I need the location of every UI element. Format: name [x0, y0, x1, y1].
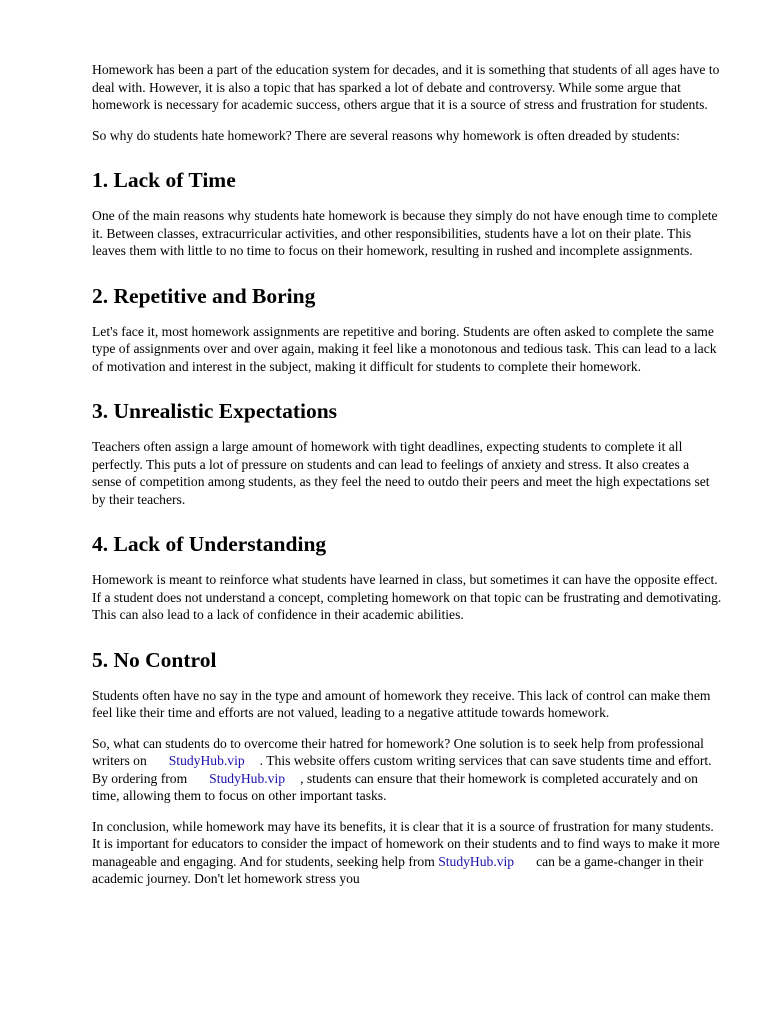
- section-body-unrealistic-expectations: Teachers often assign a large amount of homework with tight deadlines, expecting students to complete it all perfectly. This puts a lot of pressure on students and can lead to feelings of anxiety and stress. It also creates a sense of competition among students, as they feel the need to outdo their peers and meet the high expectations set by their teachers.: [92, 439, 710, 507]
- solution-text-1: So, what can students do to overcome their hatred for homework? One solution is to seek help from professional writers on: [92, 735, 704, 768]
- section-heading-unrealistic-expectations: 3. Unrealistic Expectations: [92, 399, 338, 423]
- conclusion-paragraph: [92, 818, 722, 888]
- intro-paragraph-1: Homework has been a part of the education system for decades, and it is something that students of all ages have to deal with. However, it is also a topic that has sparked a lot of debate and controversy. While some argue that homework is necessary for academic success, others argue that it is a source of stress and frustration for students.: [92, 62, 720, 112]
- section-heading-lack-of-time: 1. Lack of Time: [92, 168, 236, 192]
- studyhub-link-1[interactable]: StudyHub.vip: [168, 753, 245, 768]
- section-body-repetitive-boring: Let's face it, most homework assignments are repetitive and boring. Students are often asked to complete the same type of assignments over and over again, making it feel like a monotonous and tedious task. This can lead to a lack of motivation and interest in the subject, making it difficult for students to complete their homework.: [92, 323, 717, 374]
- section-heading-no-control: 5. No Control: [92, 647, 217, 672]
- section-body-lack-of-time: One of the main reasons why students hate homework is because they simply do not have enough time to complete it. Between classes, extracurricular activities, and other responsibilities, students have a lot on their plate. This leaves them with little to no time to focus on their homework, resulting in rushed and incomplete assignments.: [92, 208, 718, 258]
- conclusion-text-1: In conclusion, while homework may have its benefits, it is clear that it is a source of frustration for many students. It is important for educators to consider the impact of homework on their students and to find ways to make it more manageable and engaging. And for students, seeking help from: [92, 818, 720, 869]
- section-heading-lack-of-understanding: 4. Lack of Understanding: [92, 532, 327, 556]
- conclusion-text-2: can be a game-changer in their academic journey. Don't let homework stress you: [92, 853, 704, 886]
- section-heading-repetitive-boring: 2. Repetitive and Boring: [92, 283, 316, 308]
- section-body-no-control: Students often have no say in the type and amount of homework they receive. This lack of control can make them feel like their time and efforts are not valued, leading to a negative attitude towards homework.: [92, 687, 711, 720]
- studyhub-link-3[interactable]: StudyHub.vip: [438, 853, 515, 869]
- document-page: [92, 61, 722, 901]
- studyhub-link-2[interactable]: StudyHub.vip: [209, 770, 286, 786]
- solution-paragraph: [92, 735, 722, 805]
- solution-text-3: , students can ensure that their homework is completed accurately and on time, allowing them to focus on other important tasks.: [92, 770, 698, 803]
- solution-text-2: . This website offers custom writing services that can save students time and effort. By ordering from: [92, 753, 712, 786]
- intro-paragraph-2: So why do students hate homework? There are several reasons why homework is often dreaded by students:: [92, 127, 680, 143]
- section-body-lack-of-understanding: Homework is meant to reinforce what students have learned in class, but sometimes it can have the opposite effect. If a student does not understand a concept, completing homework on that topic can be frustrating and demotivating. This can also lead to a lack of confidence in their academic abilities.: [92, 572, 722, 622]
